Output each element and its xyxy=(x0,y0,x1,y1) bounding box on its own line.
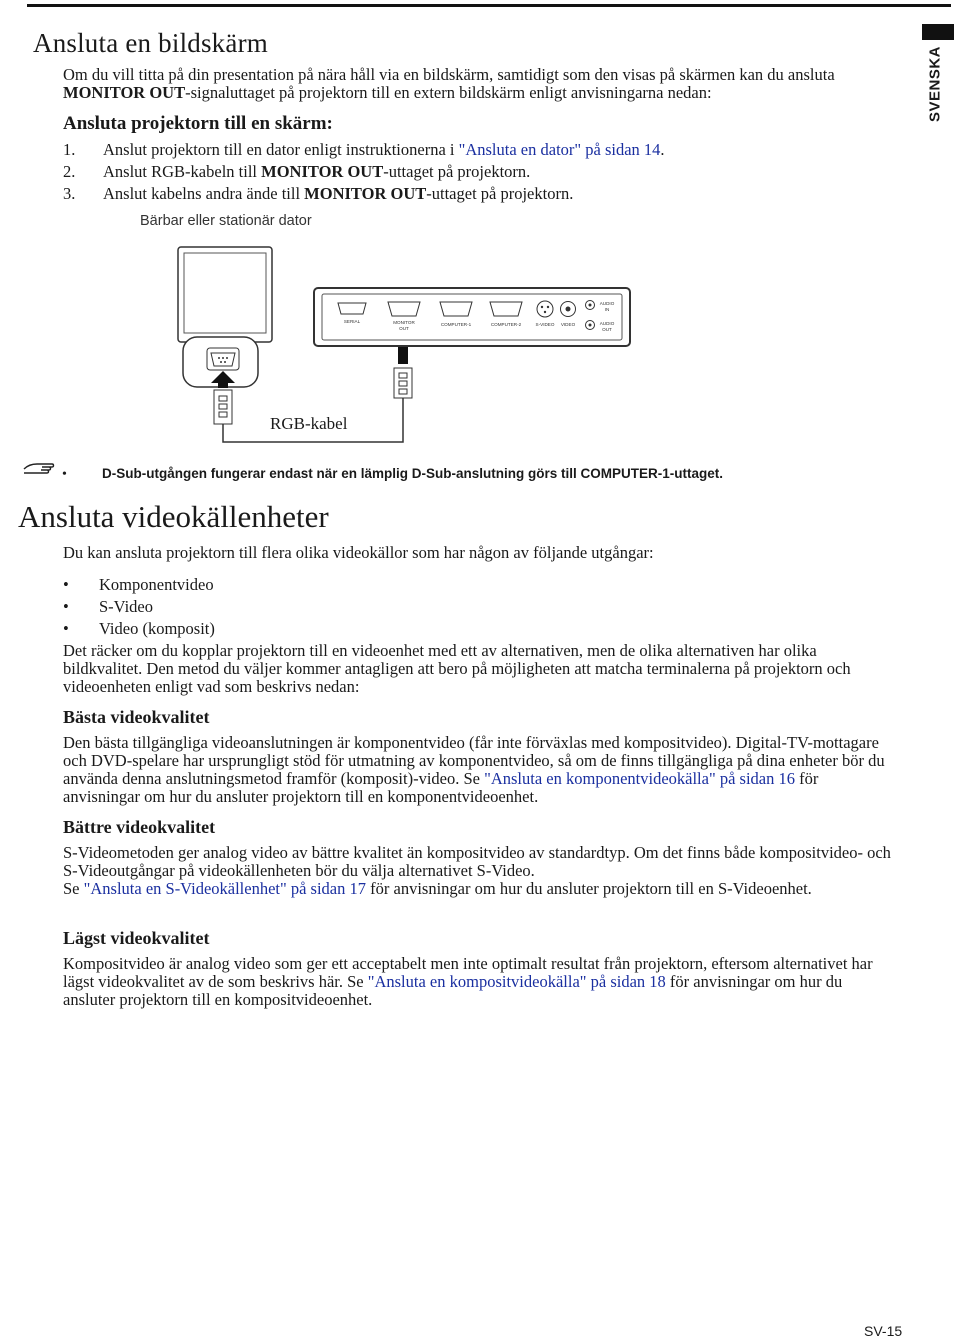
port-label: S-VIDEO xyxy=(535,322,555,327)
vga-plug-right xyxy=(394,368,412,398)
port-label: IN xyxy=(604,307,610,312)
language-tab-marker xyxy=(922,24,954,40)
port-label: COMPUTER-1 xyxy=(440,322,472,327)
section-title-video: Ansluta videokällenheter xyxy=(18,499,329,534)
monitor-illustration xyxy=(178,247,272,387)
step-item: 3. Anslut kabelns andra ände till MONITOR OUT-uttaget på projektorn. xyxy=(63,184,574,203)
intro-paragraph: Om du vill titta på din presentation på nära håll via en bildskärm, samtidigt som den visas på skärmen kan du ansluta MONITOR OUT-signaluttaget på projektorn till en extern bildskärm enligt anvisningarna nedan: xyxy=(63,65,835,102)
link-svideo[interactable]: "Ansluta en S-Videokällenhet" på sidan 17 xyxy=(83,879,367,898)
section-title-monitor: Ansluta en bildskärm xyxy=(33,28,268,58)
link-composite-video[interactable]: "Ansluta en kompositvideokälla" på sidan 18 xyxy=(367,972,666,991)
top-rule xyxy=(27,4,951,7)
list-item: • Komponentvideo xyxy=(63,575,214,594)
port-label: AUDIO xyxy=(599,301,615,306)
connection-diagram xyxy=(170,235,640,445)
page-number: SV-15 xyxy=(864,1323,903,1339)
choice-paragraph: Det räcker om du kopplar projektorn till en videoenhet med ett av alternativen, men de olika alternativen har olika bildkvalitet. Den metod du väljer kommer antagligen att bero på möjligheten att matcha terminalerna på projektorn och videoenheten enligt vad som beskrivs nedan: xyxy=(63,641,851,696)
output-types-list xyxy=(63,575,215,641)
laptop-caption: Bärbar eller stationär dator xyxy=(140,213,312,229)
step-item: 1. Anslut projektorn till en dator enligt instruktionerna i "Ansluta en dator" på sidan 14. xyxy=(63,140,665,159)
note-hand-icon xyxy=(22,455,58,477)
video-intro: Du kan ansluta projektorn till flera olika videokällor som har någon av följande utgångar: xyxy=(63,543,654,562)
port-label: VIDEO xyxy=(560,322,576,327)
port-label: SERIAL xyxy=(343,319,361,324)
list-item: • S-Video xyxy=(63,597,154,616)
heading-best-quality: Bästa videokvalitet xyxy=(63,707,210,727)
subheading-connect-monitor: Ansluta projektorn till en skärm: xyxy=(63,113,333,134)
port-label: AUDIO xyxy=(599,321,615,326)
best-quality-text: Den bästa tillgängliga videoanslutningen är komponentvideo (får inte förväxlas med kompositvideo). Digital-TV-mottagare och DVD-spelare har ursprungligt stöd för utmatning av komponentvideo, så om de finns tillgängliga på dina enheter bör du använda denna anslutningsmetod framför (komposit)-video. Se "Ansluta en komponentvideokälla" på sidan 16 för anvisningar om hur du ansluter projektorn till en komponentvideoenhet. xyxy=(63,733,885,806)
port-label: COMPUTER-2 xyxy=(490,322,522,327)
heading-lowest-quality: Lägst videokvalitet xyxy=(63,928,210,948)
port-label: OUT xyxy=(399,326,409,331)
steps-list xyxy=(63,140,665,206)
language-tab: SVENSKA xyxy=(926,45,944,123)
better-quality-text: S-Videometoden ger analog video av bättre kvalitet än kompositvideo av standardtyp. Om det finns både kompositvideo- och S-Videoutgångar på videokällenheten bör du välja alternativet S-Video. Se "Ansluta en S-Videokällenhet" på sidan 17 för anvisningar om hur du ansluter projektorn till en S-Videoenhet. xyxy=(63,843,891,898)
cable-caption: RGB-kabel xyxy=(270,414,348,433)
link-connect-computer[interactable]: "Ansluta en dator" på sidan 14 xyxy=(458,140,661,159)
step-item: 2. Anslut RGB-kabeln till MONITOR OUT-uttaget på projektorn. xyxy=(63,162,531,181)
port-label: OUT xyxy=(602,327,612,332)
heading-better-quality: Bättre videokvalitet xyxy=(63,817,216,837)
lowest-quality-text: Kompositvideo är analog video som ger ett acceptabelt men inte optimalt resultat från projektorn, eftersom alternativet har lägst videokvalitet av de som beskrivs här. Se "Ansluta en kompositvideokälla" på sidan 18 för anvisningar om hur du ansluter projektorn till en kompositvideoenhet. xyxy=(63,954,873,1009)
link-component-video[interactable]: "Ansluta en komponentvideokälla" på sidan 16 xyxy=(484,769,795,788)
note-text: D-Sub-utgången fungerar endast när en lämplig D-Sub-anslutning görs till COMPUTER-1-uttaget. xyxy=(102,466,724,481)
vga-plug-left xyxy=(214,390,232,424)
projector-panel xyxy=(314,288,630,346)
port-label: MONITOR xyxy=(393,320,415,325)
list-item: • Video (komposit) xyxy=(63,619,215,638)
note-bullet: • xyxy=(62,467,67,482)
